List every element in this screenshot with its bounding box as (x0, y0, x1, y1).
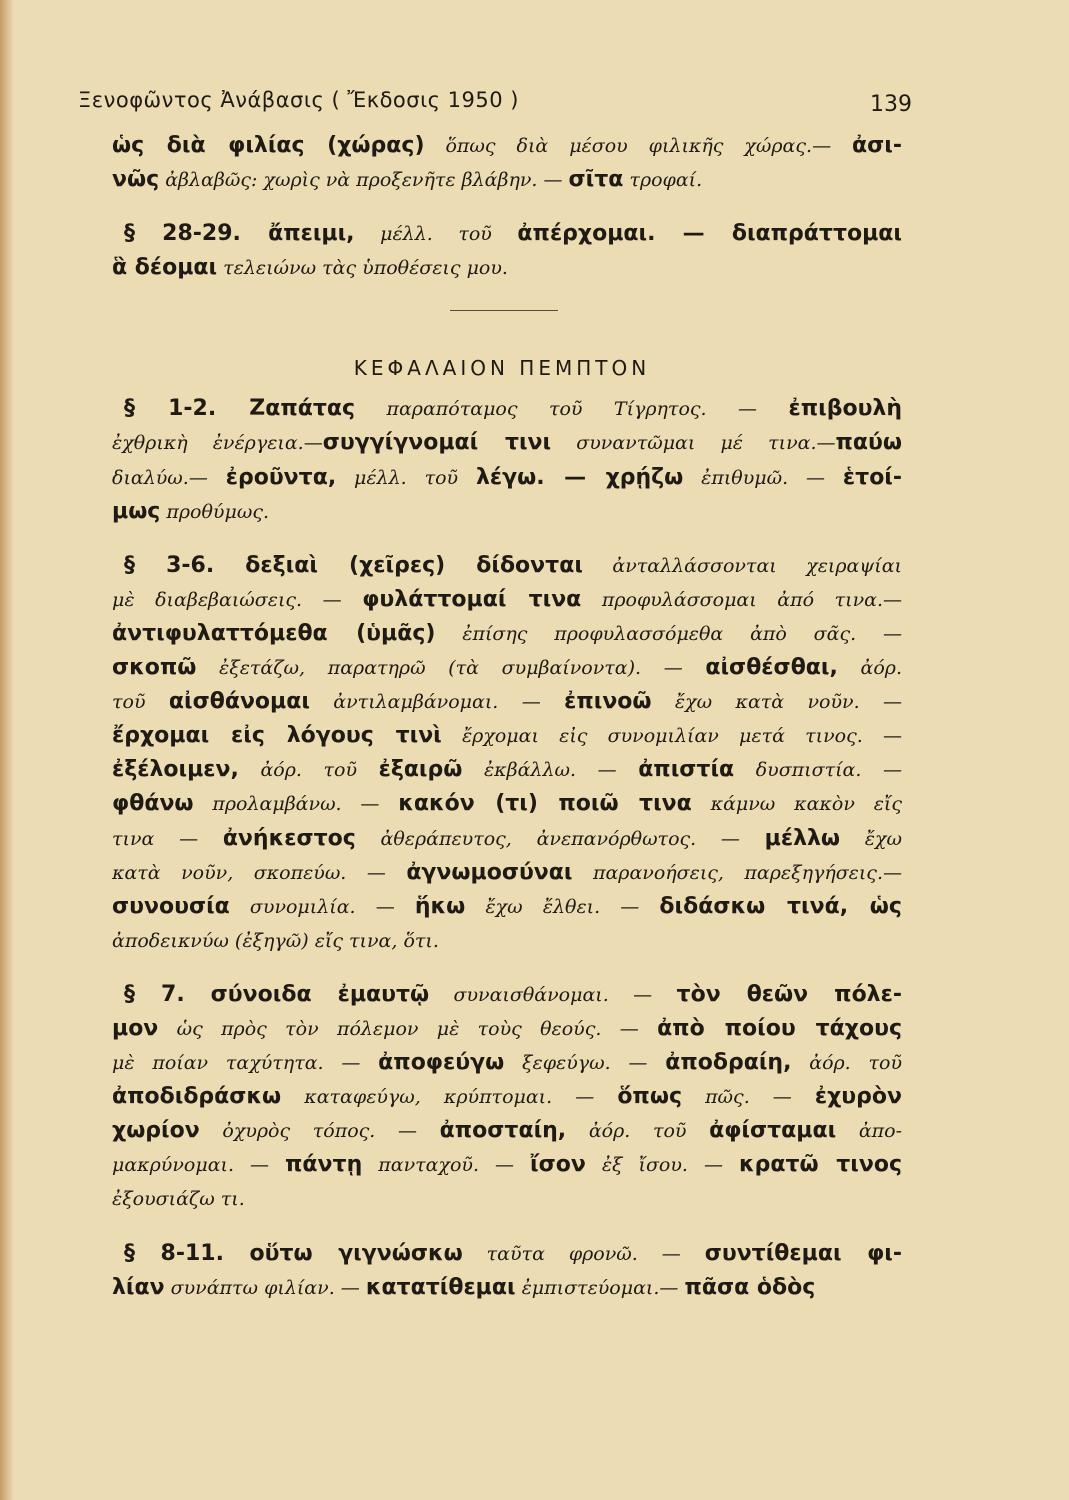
gloss-text: ξεφεύγω. — (504, 1052, 666, 1075)
gloss-text: συνάπτω φιλίαν. — (164, 1276, 366, 1299)
gloss-text: ἔχω κατὰ νοῦν. — (651, 691, 902, 714)
lemma-term: ἀποδιδράσκω (112, 1084, 282, 1110)
text-line (112, 582, 902, 616)
lemma-term: τὸν θεῶν πόλε- (676, 981, 902, 1007)
lemma-term: μον (112, 1015, 159, 1041)
text-line (112, 977, 902, 1011)
gloss-text: ἀόρ. τοῦ (791, 1052, 902, 1075)
lemma-term: συντίθεμαι φι- (704, 1240, 902, 1266)
lemma-term: § 3-6. δεξιαὶ (χεῖρες) δίδονται (124, 552, 583, 578)
gloss-text: δυσπιστία. — (734, 759, 902, 782)
gloss-text: ἀνταλλάσσονται χειραψίαι (582, 554, 902, 577)
lemma-term: ἥκω (414, 893, 466, 919)
lemma-term: μέλλω (764, 825, 841, 851)
lemma-term: σκοπῶ (112, 655, 197, 681)
lemma-term: αἰσθάνομαι (168, 689, 310, 715)
gloss-text: ὀχυρὸς τόπος. — (199, 1120, 440, 1143)
lemma-term: νῶς (112, 167, 160, 193)
gloss-text: μὲ διαβεβαιώσεις. — (112, 588, 363, 611)
gloss-text: συναισθάνομαι. — (429, 983, 677, 1006)
gloss-text: ἀποδεικνύω (ἐξηγῶ) εἴς τινα, ὅτι. (112, 929, 439, 952)
lemma-term: συνουσία (112, 893, 230, 919)
gloss-text: ὅπως διὰ μέσου φιλικῆς χώρας.— (424, 135, 853, 157)
lemma-term: παύω (835, 430, 902, 456)
text-line (112, 216, 902, 250)
gloss-text: προλαμβάνω. — (193, 793, 399, 816)
lemma-term: μως (112, 498, 161, 524)
lemma-term: λέγω. — χρῄζω (475, 464, 684, 490)
gloss-text: πανταχοῦ. — (362, 1154, 531, 1177)
text-line (112, 855, 902, 889)
lemma-term: ἀπὸ ποίου τάχους (657, 1015, 902, 1041)
lemma-term: πάντῃ (285, 1152, 363, 1178)
gloss-text: ἔχω (840, 827, 902, 850)
gloss-text: καταφεύγω, κρύπτομαι. — (281, 1086, 618, 1109)
text-line (112, 425, 902, 459)
gloss-text: ἀβλαβῶς: χωρὶς νὰ προξενῆτε βλάβην. — (159, 169, 569, 192)
gloss-text: τινα — (112, 827, 223, 850)
lemma-term: ἀπιστία (638, 757, 735, 783)
lemma-term: χωρίον (112, 1118, 200, 1144)
gloss-text: ἐξουσιάζω τι. (112, 1188, 245, 1211)
lemma-term: ἀπέρχομαι. — διαπράττομαι (517, 221, 902, 247)
gloss-text: παραπόταμος τοῦ Τίγρητος. — (355, 398, 789, 421)
paragraph-gap (112, 528, 902, 548)
gloss-text: μακρύνομαι. — (112, 1154, 286, 1177)
text-line (112, 1011, 902, 1045)
text-line (112, 1147, 902, 1181)
gloss-text: συναντῶμαι μέ τινα.— (551, 432, 836, 455)
lemma-term: πᾶσα ὁδὸς (684, 1274, 816, 1300)
gloss-text: μὲ ποίαν ταχύτητα. — (112, 1052, 379, 1075)
gloss-text: ἐξ ἴσου. — (585, 1154, 739, 1177)
gloss-text: ἐπίσης προφυλασσόμεθα ἀπὸ σᾶς. — (435, 622, 902, 645)
lemma-term: ἀγνωμοσύναι (406, 859, 573, 885)
gloss-text: ἀντιλαμβάνομαι. — (309, 691, 565, 714)
lemma-term: ἀποδραίη, (665, 1050, 792, 1076)
gloss-text: μέλλ. τοῦ (354, 223, 518, 246)
lemma-term: § 8-11. οὕτω γιγνώσκω (124, 1240, 463, 1266)
text-line (112, 1270, 902, 1304)
gloss-text: προφυλάσσομαι ἀπό τινα.— (581, 588, 902, 611)
text-line (112, 1045, 902, 1079)
text-line (112, 786, 902, 820)
gloss-text: ἀόρ. τοῦ (566, 1120, 710, 1143)
text-line (112, 1113, 902, 1147)
gloss-text: μέλλ. τοῦ (336, 466, 476, 489)
lemma-term: ὅπως (617, 1084, 682, 1110)
lemma-term: ἐχυρὸν (814, 1084, 902, 1110)
lemma-term: σῖτα (568, 167, 624, 193)
lemma-term: συγγίγνομαί τινι (322, 430, 552, 456)
paragraph-gap (112, 1216, 902, 1236)
running-header: Ξενοφῶντος Ἀνάβασις ( Ἔκδοσις 1950 ) (78, 88, 519, 112)
gloss-text: ἀθεράπευτος, ἀνεπανόρθωτος. — (355, 827, 765, 850)
text-line (112, 684, 902, 718)
text-line (112, 752, 902, 786)
text-line (112, 250, 902, 284)
lemma-term: φθάνω (112, 791, 194, 817)
gloss-text: τροφαί. (623, 169, 703, 192)
lemma-term: διδάσκω τινά, ὡς (659, 893, 902, 919)
gloss-text: τελειώνω τὰς ὑποθέσεις μου. (217, 257, 508, 280)
lemma-term: ἐπιβουλὴ (788, 396, 902, 422)
paragraph-gap (112, 957, 902, 977)
commentary-body (112, 128, 902, 1304)
text-line (112, 650, 902, 684)
page-edge (0, 0, 14, 1500)
text-line (112, 391, 902, 425)
lemma-term: ἀφίσταμαι (709, 1118, 837, 1144)
gloss-text: ἔχω ἔλθει. — (465, 895, 660, 918)
gloss-text: ἐχθρικὴ ἐνέργεια.— (112, 432, 323, 455)
gloss-text: παρανοήσεις, παρεξηγήσεις.— (572, 861, 902, 884)
lemma-term: ἔρχομαι εἰς λόγους τινὶ (112, 723, 442, 749)
gloss-text: συνομιλία. — (229, 895, 415, 918)
gloss-text: ἀπο- (836, 1120, 902, 1143)
text-line (112, 128, 902, 162)
gloss-text: διαλύω.— (112, 466, 226, 489)
gloss-text: ἀόρ. τοῦ (238, 759, 379, 782)
lemma-term: § 1-2. Ζαπάτας (124, 396, 356, 422)
lemma-term: κατατίθεμαι (365, 1274, 516, 1300)
lemma-term: ἀντιφυλαττόμεθα (ὑμᾶς) (112, 620, 436, 646)
text-line (112, 1079, 902, 1113)
text-line (112, 494, 902, 528)
lemma-term: ἴσον (530, 1152, 586, 1178)
lemma-term: ἃ δέομαι (112, 255, 218, 281)
text-line (112, 923, 902, 957)
lemma-term: ὡς διὰ φιλίας (χώρας) (112, 133, 425, 158)
section-divider (450, 310, 558, 311)
lemma-term: φυλάττομαί τινα (362, 586, 582, 612)
lemma-term: § 7. σύνοιδα ἐμαυτῷ (124, 981, 430, 1007)
gloss-text: προθύμως. (160, 500, 270, 523)
gloss-text: ἐπιθυμῶ. — (683, 466, 843, 489)
lemma-term: ἐροῦντα, (225, 464, 337, 490)
text-line (112, 889, 902, 923)
lemma-term: ἀποφεύγω (378, 1050, 505, 1076)
chapter-heading: ΚΕΦΑΛΑΙΟΝ ΠΕΜΠΤΟΝ (353, 356, 651, 381)
text-line (112, 821, 902, 855)
gloss-text: ἐμπιστεύομαι.— (515, 1276, 685, 1299)
lemma-term: ἀποσταίη, (439, 1118, 567, 1144)
gloss-text: ἔρχομαι εἰς συνομιλίαν μετά τινος. — (441, 725, 902, 748)
lemma-term: ἐπινοῶ (564, 689, 652, 715)
lemma-term: ἑτοί- (842, 464, 902, 490)
page-number: 139 (870, 92, 912, 117)
gloss-text: ταῦτα φρονῶ. — (462, 1242, 705, 1265)
lemma-term: ἀνήκεστος (222, 825, 356, 851)
text-line (112, 616, 902, 650)
text-line (112, 1181, 902, 1215)
lemma-term: ἐξέλοιμεν, (112, 757, 239, 783)
gloss-text: ἀόρ. (837, 657, 902, 680)
text-line (112, 548, 902, 582)
lemma-term: κρατῶ τινος (738, 1152, 902, 1178)
paragraph-gap (112, 196, 902, 216)
gloss-text: πῶς. — (682, 1086, 815, 1109)
lemma-term: ἀσι- (852, 133, 902, 158)
gloss-text: τοῦ (112, 691, 169, 714)
lemma-term: ἐξαιρῶ (378, 757, 463, 783)
gloss-text: κατὰ νοῦν, σκοπεύω. — (112, 861, 407, 884)
lemma-term: αἰσθέσθαι, (705, 655, 838, 681)
lemma-term: λίαν (112, 1274, 165, 1300)
gloss-text: κάμνω κακὸν εἴς (691, 793, 902, 816)
text-line (112, 718, 902, 752)
text-line (112, 460, 902, 494)
gloss-text: ὡς πρὸς τὸν πόλεμον μὲ τοὺς θεούς. — (158, 1017, 658, 1040)
text-line (112, 1236, 902, 1270)
gloss-text: ἐκβάλλω. — (462, 759, 639, 782)
text-line (112, 162, 902, 196)
lemma-term: κακόν (τι) ποιῶ τινα (398, 791, 692, 817)
gloss-text: ἐξετάζω, παρατηρῶ (τὰ συμβαίνοντα). — (196, 657, 706, 680)
lemma-term: § 28-29. ἄπειμι, (124, 221, 355, 247)
